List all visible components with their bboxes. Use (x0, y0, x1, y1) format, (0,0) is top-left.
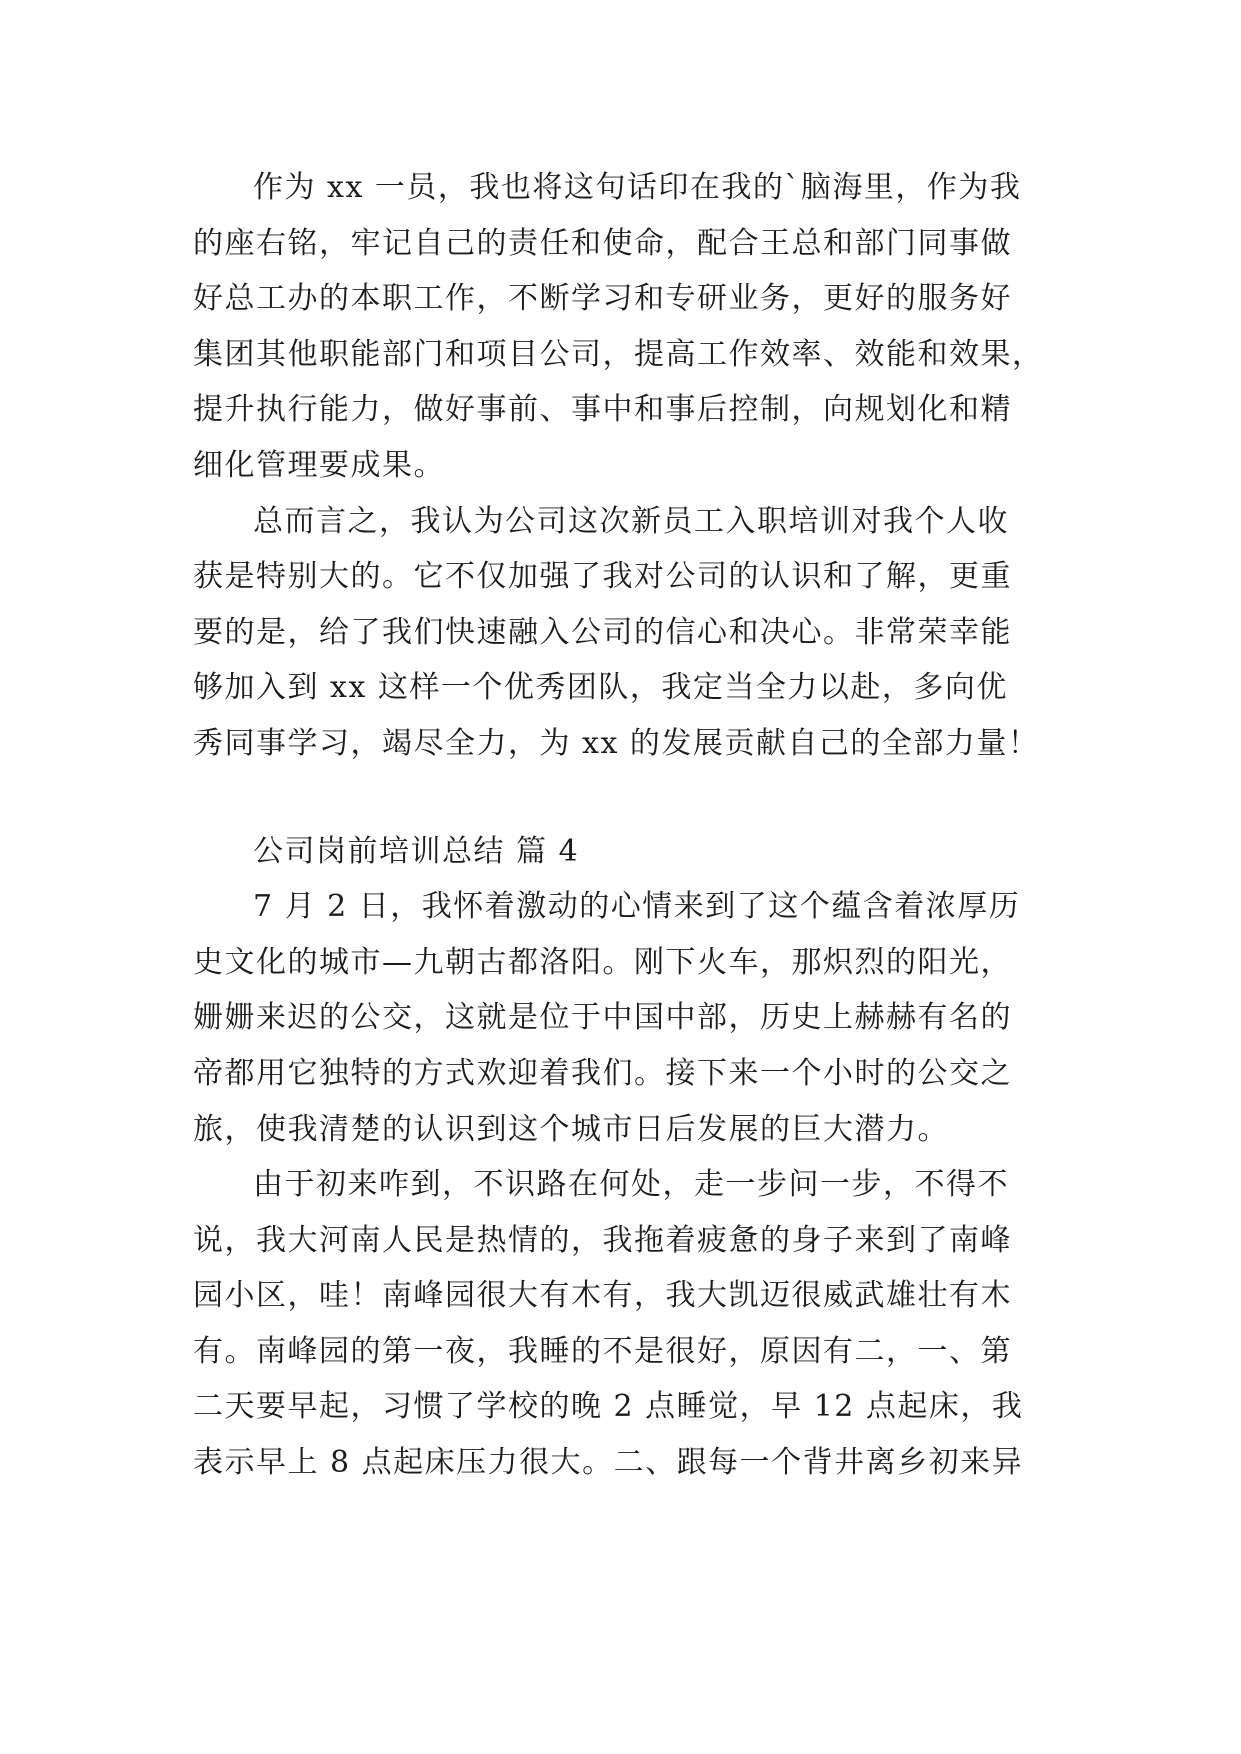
section-heading-text: 公司岗前培训总结 篇 4 (253, 833, 580, 869)
text-line: 帝都用它独特的方式欢迎着我们。接下来一个小时的公交之 (193, 1055, 1012, 1091)
text-line: 史文化的城市—九朝古都洛阳。刚下火车，那炽烈的阳光， (193, 944, 1012, 980)
text-line: 姗姗来迟的公交，这就是位于中国中部，历史上赫赫有名的 (193, 1000, 1012, 1036)
text-line: 好总工办的本职工作，不断学习和专研业务，更好的服务好 (193, 281, 1012, 317)
text-line: 细化管理要成果。 (193, 447, 445, 483)
text-line: 7 月 2 日，我怀着激动的心情来到了这个蕴含着浓厚历 (253, 889, 1021, 925)
paragraph-2 (193, 494, 1053, 772)
text-line: 由于初来咋到，不识路在何处，走一步问一步，不得不 (253, 1167, 1009, 1203)
text-line: 总而言之，我认为公司这次新员工入职培训对我个人收 (253, 503, 1009, 539)
text-line: 二天要早起，习惯了学校的晚 2 点睡觉，早 12 点起床，我 (193, 1389, 1024, 1425)
text-line: 表示早上 8 点起床压力很大。二、跟每一个背井离乡初来异 (193, 1445, 1024, 1481)
text-line: 秀同事学习，竭尽全力，为 xx 的发展贡献自己的全部力量！ (193, 725, 1040, 761)
text-line: 集团其他职能部门和项目公司，提高工作效率、效能和效果， (193, 336, 1044, 372)
text-line: 园小区，哇！南峰园很大有木有，我大凯迈很威武雄壮有木 (193, 1278, 1012, 1314)
document-body (193, 160, 1053, 1491)
text-line: 要的是，给了我们快速融入公司的信心和决心。非常荣幸能 (193, 614, 1012, 650)
text-line: 够加入到 xx 这样一个优秀团队，我定当全力以赴，多向优 (193, 670, 1008, 706)
text-line: 的座右铭，牢记自己的责任和使命，配合王总和部门同事做 (193, 225, 1012, 261)
text-line: 旅，使我清楚的认识到这个城市日后发展的巨大潜力。 (193, 1111, 949, 1147)
text-line: 作为 xx 一员，我也将这句话印在我的`脑海里，作为我 (253, 170, 1022, 205)
section-heading (193, 824, 1053, 880)
paragraph-4 (193, 1157, 1053, 1491)
text-line: 提升执行能力，做好事前、事中和事后控制，向规划化和精 (193, 392, 1012, 428)
text-line: 获是特别大的。它不仅加强了我对公司的认识和了解，更重 (193, 559, 1012, 595)
paragraph-1 (193, 160, 1053, 494)
paragraph-3 (193, 879, 1053, 1157)
text-line: 说，我大河南人民是热情的，我拖着疲惫的身子来到了南峰 (193, 1222, 1012, 1258)
text-line: 有。南峰园的第一夜，我睡的不是很好，原因有二，一、第 (193, 1333, 1012, 1369)
